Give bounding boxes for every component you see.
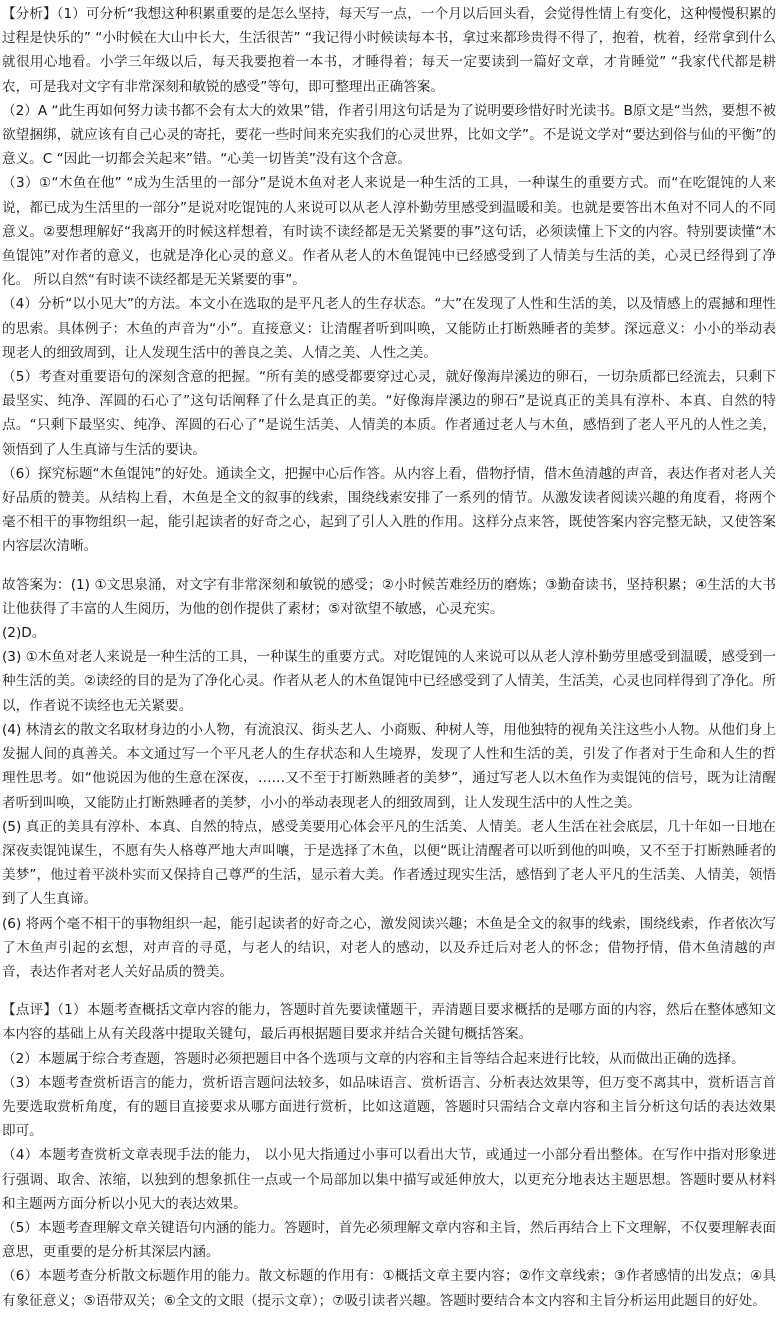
comment-paragraph-2: （2）本题属于综合考查题，答题时必须把题目中各个选项与文章的内容和主旨等结合起来进行比较，从而做出正确的选择。 bbox=[2, 1050, 745, 1067]
analysis-paragraph-3: （3）①“木鱼在他” “成为生活里的一部分”是说木鱼对老人来说是一种生活的工具，一种谋生的重要方式。而“在吃馄饨的人来说，都已成为生活里的一部分”是说对吃馄饨的人来说可以从老人淳朴勤劳里感受到温暖和美。也就是要答出木鱼对不同人的不同意义。②要想理解好“我离开的时候这样想着，有时读不读经都是无关紧要的事”这句话，必须读懂上下文的内容。特别要读懂“木鱼馄饨”对作者的意义，也就是净化心灵的意义。作者从老人的木鱼馄饨中已经感受到了人情美与生活的美，心灵已经得到了净化。 所以自然“有时读不读经都是无关紧要的事”。 bbox=[2, 175, 776, 289]
comment-section bbox=[2, 998, 776, 1313]
analysis-paragraph-6: （6）探究标题“木鱼馄饨”的好处。通读全文，把握中心后作答。从内容上看，借物抒情，借木鱼清越的声音，表达作者对老人关好品质的赞美。从结构上看，木鱼是全文的叙事的线索，围绕线索安排了一系列的情节。从激发读者阅读兴趣的角度看，将两个毫不相干的事物组织一起，能引起读者的好奇之心，起到了引人入胜的作用。这样分点来答，既使答案内容完整无缺，又使答案内容层次清晰。 bbox=[2, 465, 776, 555]
answer-paragraph-5: (5) 真正的美具有淳朴、本真、自然的特点，感受美要用心体会平凡的生活美、人情美。老人生活在社会底层，几十年如一日地在深夜卖馄饨谋生，不愿有失人格尊严地大声叫嚷，于是选择了木鱼，以便“既让清醒者可以听到他的叫唤，又不至于打断熟睡者的美梦”，他过着平淡朴实而又保持自己尊严的生活，显示着大美。作者透过现实生活，感悟到了老人平凡的生活美、人情美，领悟到了人生真谛。 bbox=[2, 818, 776, 908]
section-spacer bbox=[2, 984, 776, 998]
analysis-paragraph-2: （2）A “此生再如何努力读书都不会有太大的效果”错，作者引用这句话是为了说明要珍惜好时光读书。B原文是“当然，要想不被欲望捆绑，就应该有自己心灵的寄托，要花一些时间来充实我们的心灵世界，比如文学”。不是说文学对“要达到俗与仙的平衡”的意义。C “因此一切都会关起来”错。“心美一切皆美”没有这个含意。 bbox=[2, 102, 776, 168]
answer-paragraph-1: 故答案为：(1) ①文思泉涌，对文字有非常深刻和敏锐的感受；②小时候苦难经历的磨炼；③勤奋读书，坚持积累；④生活的大书让他获得了丰富的人生阅历，为他的创作提供了素材；⑤对欲望不敏感，心灵充实。 bbox=[2, 576, 776, 617]
comment-paragraph-5: （5）本题考查理解文章关键语句内涵的能力。答题时，首先必须理解文章内容和主旨，然后再结合上下文理解，不仅要理解表面意思，更重要的是分析其深层内涵。 bbox=[2, 1219, 776, 1261]
answer-paragraph-2: (2)D。 bbox=[2, 625, 46, 642]
section-spacer bbox=[2, 559, 776, 573]
answers-section bbox=[2, 573, 776, 984]
comment-paragraph-4: （4）本题考查赏析文章表现手法的能力， 以小见大指通过小事可以看出大节，或通过一小部分看出整体。在写作中指对形象进行强调、取舍、浓缩，以独到的想象抓住一点或一个局部加以集中描写或延伸放大，以更充分地表达主题思想。答题时要从材料和主题两方面分析以小见大的表达效果。 bbox=[2, 1147, 776, 1212]
comment-paragraph-6: （6）本题考查分析散文标题作用的能力。散文标题的作用有：①概括文章主要内容；②作文章线索；③作者感情的出发点；④具有象征意义；⑤语带双关；⑥全文的文眼（提示文章）；⑦吸引读者兴趣。答题时要结合本文内容和主旨分析运用此题目的好处。 bbox=[2, 1268, 776, 1309]
analysis-paragraph-5: （5）考查对重要语句的深刻含意的把握。“所有美的感受都要穿过心灵，就好像海岸溪边的卵石，一切杂质都已经流去，只剩下最坚实、纯净、浑圆的石心了”这句话阐释了什么是真正的美。“好像海岸溪边的卵石”是说真正的美具有淳朴、本真、自然的特点。“只剩下最坚实、纯净、浑圆的石心了”是说生活美、人情美的本质。作者通过老人与木鱼，感悟到了老人平凡的人性之美，领悟到了人生真谛与生活的要诀。 bbox=[2, 369, 776, 458]
answer-paragraph-3: (3) ①木鱼对老人来说是一种生活的工具，一种谋生的重要方式。对吃馄饨的人来说可以从老人淳朴勤劳里感受到温暖，感受到一种生活的美。②读经的目的是为了净化心灵。作者从老人的木鱼馄饨中已经感受到了人情美，生活美，心灵也同样得到了净化。所以，作者说不读经也无关紧要。 bbox=[2, 649, 776, 714]
answer-paragraph-4: (4) 林清玄的散文名取材身边的小人物，有流浪汉、街头艺人、小商贩、种树人等，用他独特的视角关注这些小人物。从他们身上发掘人间的真善关。本文通过写一个平凡老人的生存状态和人生境界，发现了人性和生活的美，引发了作者对于生命和人生的哲理性思考。如“他说因为他的生意在深夜，……又不至于打断熟睡者的美梦”，通过写老人以木鱼作为卖馄饨的信号，既为让清醒者听到叫唤，又能防止打断熟睡者的美梦，小小的举动表现老人的细致周到，让人发现生活中的人性之美。 bbox=[2, 721, 776, 811]
answer-paragraph-6: (6) 将两个毫不相干的事物组织一起，能引起读者的好奇之心，激发阅读兴趣；木鱼是全文的叙事的线索，围绕线索，作者依次写了木鱼声引起的玄想，对声音的寻觅，与老人的结识，对老人的感动，以及乔迁后对老人的怀念；借物抒情，借木鱼清越的声音，表达作者对老人关好品质的赞美。 bbox=[2, 915, 776, 980]
analysis-section bbox=[2, 2, 776, 559]
comment-paragraph-1: 【点评】（1）本题考查概括文章内容的能力，答题时首先要读懂题干，弄清题目要求概括的是哪方面的内容，然后在整体感知文本内容的基础上从有关段落中提取关键句，最后再根据题目要求并结合关键句概括答案。 bbox=[2, 1002, 776, 1043]
analysis-paragraph-1: 【分析】（1）可分析“我想这种积累重要的是怎么坚持，每天写一点，一个月以后回头看，会觉得性情上有变化，这种慢慢积累的过程是快乐的” “小时候在大山中长大，生活很苦” “我记得小时候读每本书，拿过来都珍贵得不得了，抱着，枕着，经常拿到什么就很用心地看。小学三年级以后，每天我要抱着一本书，才睡得着；每天一定要读到一篇好文章，才肯睡觉” “我家代代都是耕农，可是我对文字有非常深刻和敏锐的感受”等句，即可整理出正确答案。 bbox=[2, 6, 776, 95]
analysis-paragraph-4: （4）分析“以小见大”的方法。本文小在选取的是平凡老人的生存状态。“大”在发现了人性和生活的美，以及情感上的震撼和理性的思索。具体例子：木鱼的声音为“小”。直接意义：让清醒者听到叫唤，又能防止打断熟睡者的美梦。深远意义：小小的举动表现老人的细致周到，让人发现生活中的善良之美、人情之美、人性之美。 bbox=[2, 296, 776, 361]
comment-paragraph-3: （3）本题考查赏析语言的能力，赏析语言题问法较多，如品味语言、赏析语言、分析表达效果等，但万变不离其中，赏析语言首先要选取赏析角度，有的题目直接要求从哪方面进行赏析，比如这道题，答题时只需结合文章内容和主旨分析这句话的表达效果即可。 bbox=[2, 1074, 776, 1140]
